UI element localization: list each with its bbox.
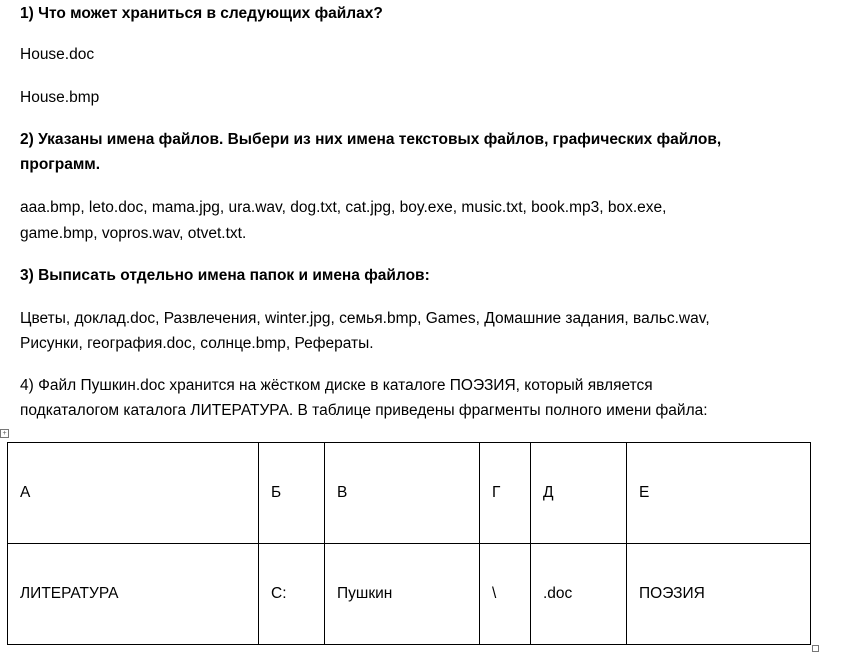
resize-handle-icon[interactable] xyxy=(812,645,819,652)
table-cell: Пушкин xyxy=(325,544,480,645)
table-cell: \ xyxy=(480,544,531,645)
q2-heading-line-2: программ. xyxy=(20,156,101,173)
table-cell-header: Б xyxy=(259,443,325,544)
table-row xyxy=(8,544,811,645)
move-handle-icon[interactable]: + xyxy=(0,429,9,438)
table-cell-header: Е xyxy=(627,443,811,544)
table-cell-header: В xyxy=(325,443,480,544)
q3-heading: 3) Выписать отдельно имена папок и имена файлов: xyxy=(20,267,430,284)
q4-text-line-2: подкаталогом каталога ЛИТЕРАТУРА. В таблице приведены фрагменты полного имени файла: xyxy=(20,402,708,419)
q2-list-line-2: game.bmp, vopros.wav, otvet.txt. xyxy=(20,225,247,242)
q2-list-line-1: aaa.bmp, leto.doc, mama.jpg, ura.wav, dog.txt, cat.jpg, boy.exe, music.txt, book.mp3, box.exe, xyxy=(20,199,667,216)
table-cell: .doc xyxy=(531,544,627,645)
q3-list-line-2: Рисунки, география.doc, солнце.bmp, Рефераты. xyxy=(20,335,374,352)
q4-text-line-1: 4) Файл Пушкин.doc хранится на жёстком диске в каталоге ПОЭЗИЯ, который является xyxy=(20,377,653,394)
table-cell: ПОЭЗИЯ xyxy=(627,544,811,645)
table-cell: С: xyxy=(259,544,325,645)
q1-file-1: House.doc xyxy=(20,46,95,63)
table-cell-header: Г xyxy=(480,443,531,544)
table-header-row xyxy=(8,443,811,544)
q1-heading: 1) Что может храниться в следующих файлах? xyxy=(20,5,383,22)
table-cell-header: А xyxy=(8,443,259,544)
q2-heading-line-1: 2) Указаны имена файлов. Выбери из них имена текстовых файлов, графических файлов, xyxy=(20,131,722,148)
q3-list-line-1: Цветы, доклад.doc, Развлечения, winter.jpg, семья.bmp, Games, Домашние задания, вальс.wav, xyxy=(20,310,710,327)
table-cell: ЛИТЕРАТУРА xyxy=(8,544,259,645)
filename-fragments-table xyxy=(7,442,811,645)
q1-file-2: House.bmp xyxy=(20,89,100,106)
table-cell-header: Д xyxy=(531,443,627,544)
